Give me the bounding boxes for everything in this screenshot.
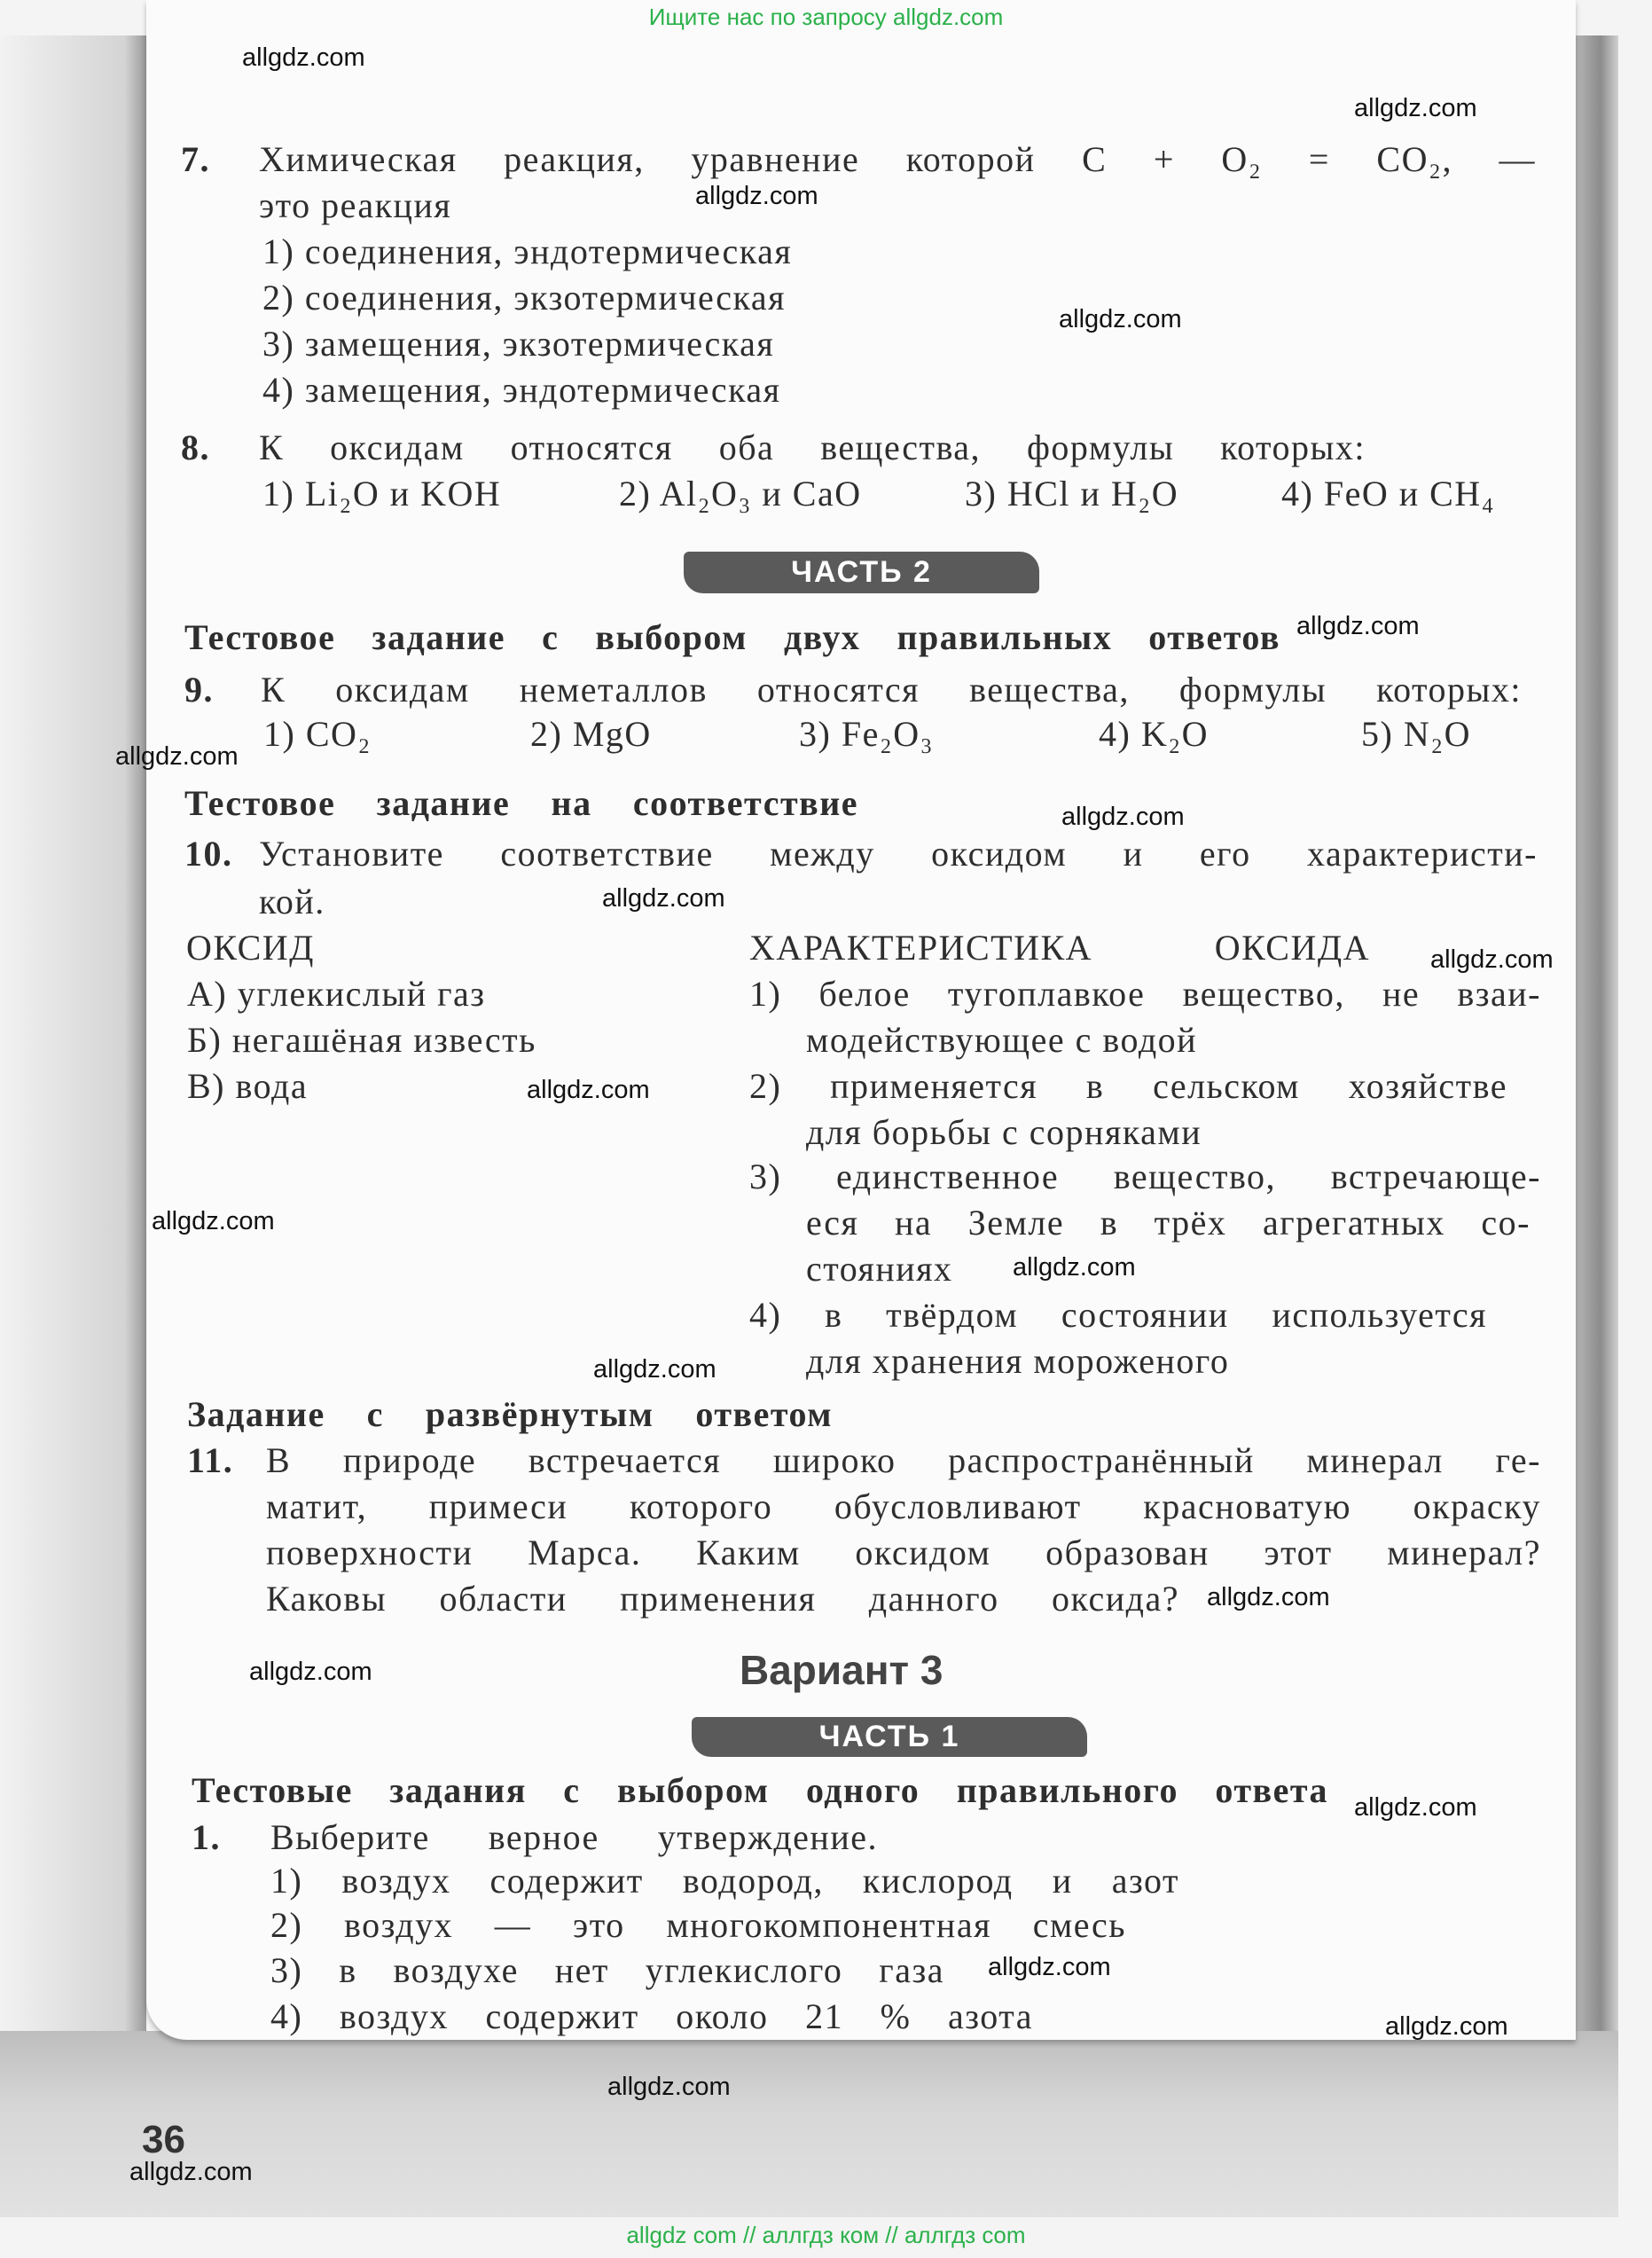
q10-right-line: 2) применяется в сельском хозяйстве	[749, 1066, 1507, 1106]
v3-q1-option-4: 4) воздух содержит около 21 % азота	[270, 1996, 1033, 2036]
q11-text-line: В природе встречается широко распространённый минерал ге-	[266, 1440, 1541, 1480]
v3-q1-option-1: 1) воздух содержит водород, кислород и азот	[270, 1861, 1179, 1901]
watermark-text: allgdz.com	[242, 43, 365, 72]
part-1-badge: ЧАСТЬ 1	[692, 1717, 1087, 1757]
q8-option-2: 2) Al₂O₃ и CaO	[619, 474, 862, 514]
q11-number: 11.	[187, 1440, 234, 1480]
q10-right-line: 1) белое тугоплавкое вещество, не взаи-	[749, 974, 1541, 1014]
part-2-badge: ЧАСТЬ 2	[684, 552, 1039, 593]
q11-text-line: матит, примеси которого обусловливают красноватую окраску	[266, 1486, 1541, 1526]
variant-title: Вариант 3	[740, 1647, 943, 1693]
watermark-text: allgdz.com	[152, 1207, 275, 1235]
q9-option-2: 2) MgO	[530, 714, 652, 754]
section-match-heading: Тестовое задание на соответствие	[184, 783, 858, 823]
q11-text-line: Каковы области применения данного оксида?	[266, 1579, 1179, 1619]
q10-right-line: для хранения мороженого	[806, 1341, 1230, 1381]
q9-option-1: 1) CO₂	[263, 714, 372, 754]
q8-option-4: 4) FeO и CH₄	[1281, 474, 1496, 514]
q10-right-line: 3) единственное вещество, встречающе-	[749, 1156, 1541, 1196]
q10-right-line: стояниях	[806, 1249, 953, 1289]
q7-option-4: 4) замещения, эндотермическая	[262, 370, 781, 410]
q7-text-line1: Химическая реакция, уравнение которой C + O₂ = CO₂, —	[259, 139, 1536, 179]
q10-number: 10.	[184, 834, 233, 874]
q10-left-item-c: В) вода	[187, 1066, 309, 1106]
q9-option-5: 5) N₂O	[1361, 714, 1472, 754]
watermark-text: allgdz.com	[988, 1953, 1111, 1981]
q10-right-line: модействующее с водой	[806, 1020, 1198, 1060]
q7-option-3: 3) замещения, экзотермическая	[262, 324, 775, 364]
section-extended-heading: Задание с развёрнутым ответом	[187, 1394, 833, 1434]
q8-number: 8.	[181, 427, 210, 467]
q10-right-header: ХАРАКТЕРИСТИКА ОКСИДА	[749, 928, 1370, 968]
q10-right-line: для борьбы с сорняками	[806, 1112, 1202, 1152]
q7-option-1: 1) соединения, эндотермическая	[262, 231, 793, 271]
section-one-answer-heading: Тестовые задания с выбором одного правильного ответа	[192, 1770, 1328, 1810]
section-two-answers-heading: Тестовое задание с выбором двух правильных ответов	[184, 617, 1280, 657]
q10-text-line1: Установите соответствие между оксидом и его характеристи-	[259, 834, 1538, 874]
bottom-banner-link[interactable]: allgdz com // аллгдз ком // аллгдз com	[626, 2222, 1026, 2248]
page-right-shadow	[1574, 35, 1618, 2217]
watermark-text: allgdz.com	[1059, 305, 1182, 333]
q7-option-2: 2) соединения, экзотермическая	[262, 278, 786, 318]
watermark-text: allgdz.com	[1061, 803, 1185, 831]
watermark-text: allgdz.com	[1354, 94, 1477, 122]
q10-right-line: еся на Земле в трёх агрегатных со-	[806, 1203, 1531, 1243]
q11-text-line: поверхности Марса. Каким оксидом образован этот минерал?	[266, 1533, 1541, 1572]
page-left-shadow	[0, 35, 146, 2217]
q10-left-header: ОКСИД	[186, 928, 315, 968]
top-banner-link[interactable]: Ищите нас по запросу allgdz.com	[648, 4, 1004, 30]
watermark-text: allgdz.com	[1385, 2012, 1508, 2041]
watermark-text: allgdz.com	[1296, 612, 1420, 640]
q9-option-4: 4) K₂O	[1099, 714, 1210, 754]
v3-q1-number: 1.	[192, 1817, 221, 1857]
watermark-text: allgdz.com	[593, 1355, 716, 1384]
watermark-text: allgdz.com	[249, 1658, 372, 1686]
watermark-text: allgdz.com	[607, 2073, 731, 2101]
watermark-text: allgdz.com	[1013, 1253, 1136, 1282]
v3-q1-text: Выберите верное утверждение.	[270, 1817, 878, 1857]
page-bottom-shadow	[0, 2031, 1618, 2217]
watermark-text: allgdz.com	[527, 1076, 650, 1104]
q7-number: 7.	[181, 139, 210, 179]
q8-text: К оксидам относятся оба вещества, формулы которых:	[259, 427, 1366, 467]
watermark-text: allgdz.com	[602, 884, 725, 913]
q10-text-line2: кой.	[259, 882, 325, 921]
watermark-text: allgdz.com	[695, 182, 818, 210]
watermark-text: allgdz.com	[115, 742, 239, 771]
watermark-text: allgdz.com	[1430, 945, 1554, 974]
v3-q1-option-3: 3) в воздухе нет углекислого газа	[270, 1950, 944, 1990]
watermark-text: allgdz.com	[129, 2158, 253, 2186]
q9-option-3: 3) Fe₂O₃	[799, 714, 935, 754]
q9-text: К оксидам неметаллов относятся вещества, формулы которых:	[261, 670, 1522, 710]
q8-option-1: 1) Li₂O и KOH	[262, 474, 502, 514]
watermark-text: allgdz.com	[1207, 1583, 1330, 1611]
v3-q1-option-2: 2) воздух — это многокомпонентная смесь	[270, 1905, 1126, 1945]
q10-left-item-b: Б) негашёная известь	[187, 1020, 536, 1060]
q7-text-line2: это реакция	[259, 185, 452, 225]
q10-left-item-a: А) углекислый газ	[187, 974, 486, 1014]
q8-option-3: 3) HCl и H₂O	[965, 474, 1179, 514]
q9-number: 9.	[184, 670, 214, 710]
watermark-text: allgdz.com	[1354, 1793, 1477, 1822]
page-number: 36	[142, 2118, 185, 2161]
q10-right-line: 4) в твёрдом состоянии используется	[749, 1295, 1487, 1335]
